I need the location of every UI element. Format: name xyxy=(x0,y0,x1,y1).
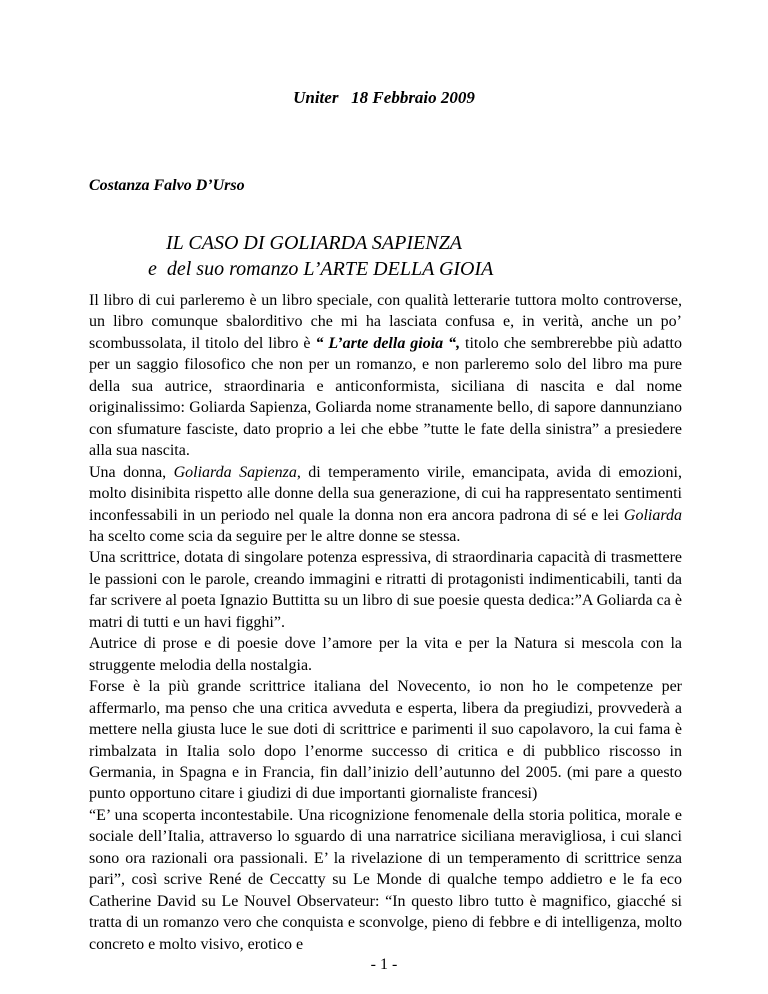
body-text xyxy=(89,290,682,955)
paragraph: “E’ una scoperta incontestabile. Una ricognizione fenomenale della storia politica, morale e sociale dell’Italia, attraverso lo sguardo di una narratrice siciliana meravigliosa, i cui slanci sono ora razionali ora passionali. E’ la rivelazione di un temperamento di scrittrice senza pari”, così scrive René de Ceccatty su Le Monde di qualche tempo addietro e le fa eco Catherine David su Le Nouvel Observateur: “In questo libro tutto è magnifico, giacché si tratta di un romanzo vero che conquista e sconvolge, pieno di febbre e di intelligenza, molto concreto e molto visivo, erotico e xyxy=(89,806,682,953)
text-run: Una donna, xyxy=(89,463,174,481)
document-header: Uniter 18 Febbraio 2009 xyxy=(293,88,475,107)
page-number: - 1 - xyxy=(370,956,398,973)
author-name: Costanza Falvo D’Urso xyxy=(89,177,245,194)
document-title: IL CASO DI GOLIARDA SAPIENZA xyxy=(166,232,462,254)
author-emphasis: Goliarda Sapienza xyxy=(173,463,297,481)
text-run: titolo che sembrerebbe più adatto per un saggio filosofico che non per un romanzo, e non parleremo solo del libro ma pure della sua autrice, straordinaria e anticonformista, siciliana di nascita e dal nome originalissimo: Goliarda Sapienza, Goliarda nome stranamente bello, di sapore dannunziano con sfumature fasciste, dato proprio a lei che ebbe ”tutte le fate della sinistra” a presiedere alla sua nascita. xyxy=(89,334,683,460)
paragraph: Autrice di prose e di poesie dove l’amore per la vita e per la Natura si mescola con la struggente melodia della nostalgia. xyxy=(89,635,682,674)
text-run: , di temperamento virile, emancipata, avida di emozioni, molto disinibita rispetto alle donne della sua generazione, di cui ha rappresentato sentimenti inconfessabili in un periodo nel quale la donna non era ancora padrona di sé e lei xyxy=(89,463,682,524)
paragraph: Una scrittrice, dotata di singolare potenza espressiva, di straordinaria capacità di trasmettere le passioni con le parole, creando immagini e ritratti di protagonisti indimenticabili, tanti da far scrivere al poeta Ignazio Buttitta su un libro di sue poesie questa dedica:”A Goliarda ca è matri di tutti e un havi figghi”. xyxy=(89,549,682,631)
paragraph xyxy=(89,290,682,462)
book-title-emphasis: “ L’arte della gioia “, xyxy=(315,334,461,352)
paragraph xyxy=(89,462,682,548)
text-run: Il libro di cui parleremo è un libro speciale, con qualità letterarie tuttora molto controverse, un libro comunque sbalorditivo che mi ha lasciata confusa e, in verità, anche un po’ scombussolata, il titolo del libro è xyxy=(89,292,682,352)
paragraph: Forse è la più grande scrittrice italiana del Novecento, io non ho le competenze per affermarlo, ma penso che una critica avveduta e esperta, libera da pregiudizi, provvederà a mettere nella giusta luce le sue doti di scrittrice e parimenti il suo capolavoro, la cui fama è rimbalzata in Italia solo dopo l’enorme successo di critica e di pubblico riscosso in Germania, in Spagna e in Francia, fin dall’inizio dell’autunno del 2005. (mi pare a questo punto opportuno citare i giudizi di due importanti giornaliste francesi) xyxy=(89,678,682,803)
author-emphasis: Goliarda xyxy=(623,506,682,524)
document-subtitle: e del suo romanzo L’ARTE DELLA GIOIA xyxy=(148,258,494,280)
text-run: ha scelto come scia da seguire per le altre donne se stessa. xyxy=(89,527,461,545)
